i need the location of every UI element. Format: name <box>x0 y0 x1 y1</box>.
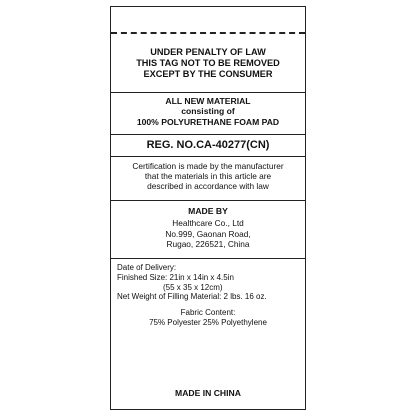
material-line-3: 100% POLYURETHANE FOAM PAD <box>136 116 280 127</box>
maker-address-1: No.999, Gaonan Road, <box>165 228 251 239</box>
registration-number: REG. NO.CA-40277(CN) <box>146 139 270 151</box>
material-section <box>111 92 305 134</box>
penalty-line-3: EXCEPT BY THE CONSUMER <box>143 69 273 80</box>
country-of-origin: MADE IN CHINA <box>175 388 241 398</box>
fabric-content-value: 75% Polyester 25% Polyethylene <box>149 317 267 327</box>
tear-line <box>111 32 305 34</box>
penalty-line-1: UNDER PENALTY OF LAW <box>150 47 266 57</box>
law-label-tag <box>110 6 306 410</box>
certification-line-2: that the materials in this article are <box>144 171 272 182</box>
certification-line-1: Certification is made by the manufacturer <box>132 161 284 171</box>
material-line-2: consisting of <box>181 106 235 117</box>
finished-size: Finished Size: 21in x 14in x 4.5in <box>117 272 234 282</box>
maker-name: Healthcare Co., Ltd <box>172 218 244 229</box>
penalty-section <box>111 44 305 92</box>
registration-section <box>111 134 305 156</box>
maker-heading: MADE BY <box>188 206 228 216</box>
finished-size-metric: (55 x 35 x 12cm) <box>163 282 223 292</box>
details-section <box>111 258 305 410</box>
filling-weight: Net Weight of Filling Material: 2 lbs. 16 oz. <box>117 292 267 302</box>
certification-section <box>111 156 305 200</box>
fabric-content-label: Fabric Content: <box>180 308 236 317</box>
maker-section <box>111 200 305 258</box>
delivery-date-label: Date of Delivery: <box>117 263 177 272</box>
material-line-1: ALL NEW MATERIAL <box>165 96 251 106</box>
maker-address-2: Rugao, 226521, China <box>166 238 250 249</box>
penalty-line-2: THIS TAG NOT TO BE REMOVED <box>136 58 280 69</box>
certification-line-3: described in accordance with law <box>147 181 269 192</box>
